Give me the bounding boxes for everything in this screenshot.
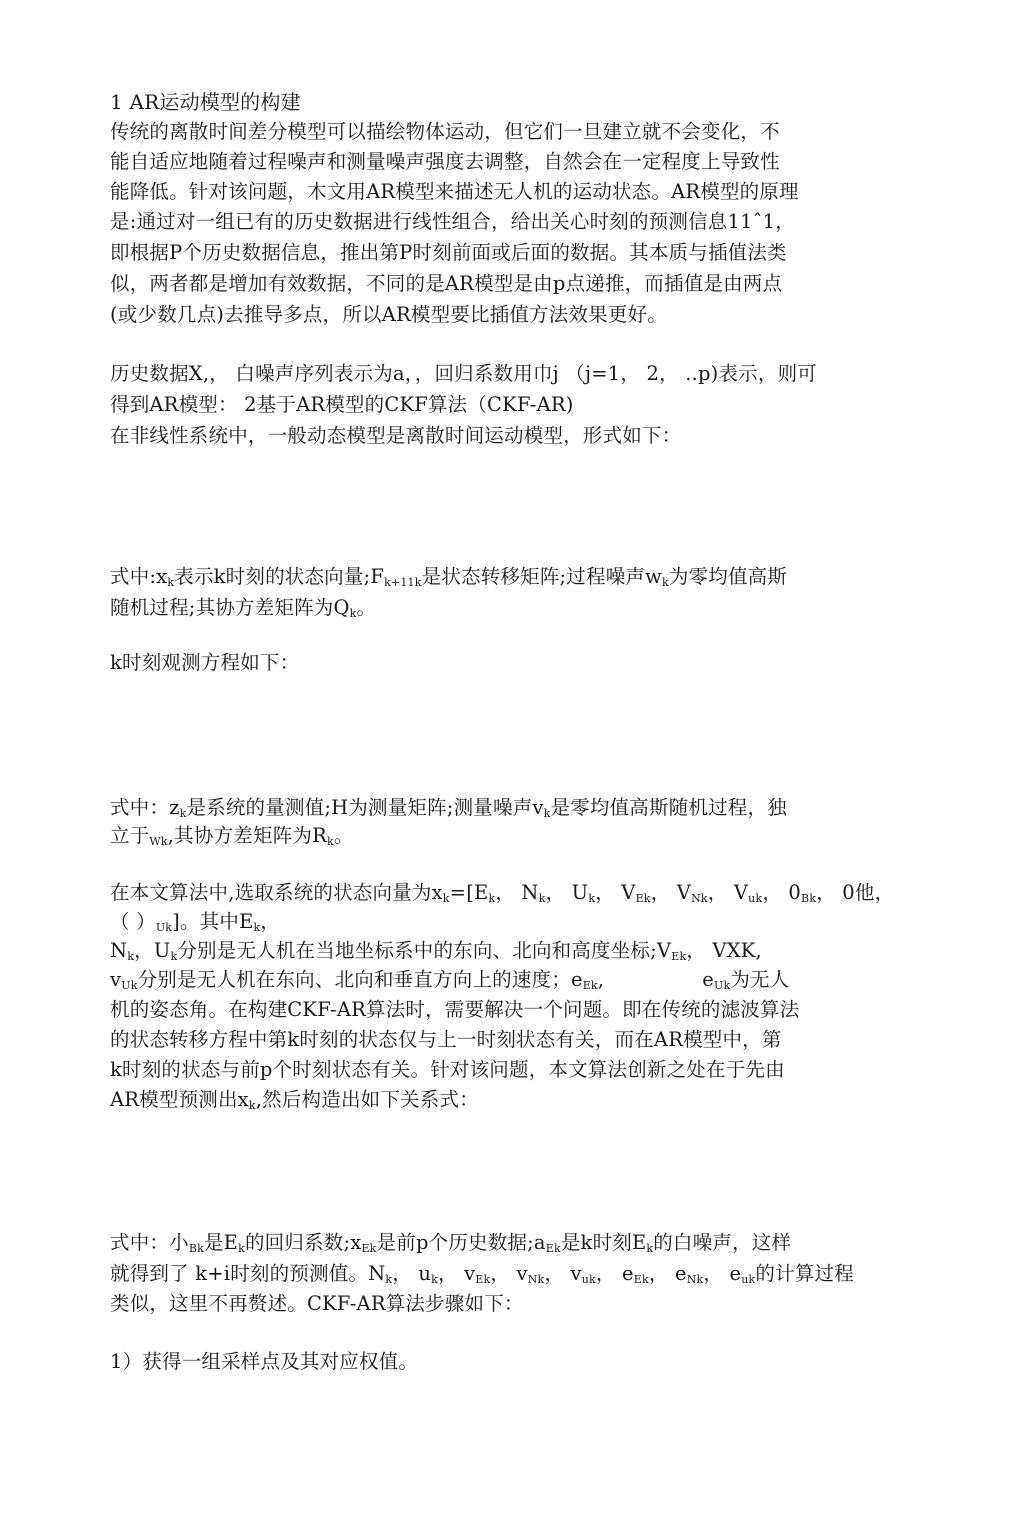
- obs-eq-desc-line2: 立于$_{Wk}$,其协方差矩阵为$R_k$。: [110, 824, 354, 848]
- paragraph-line: 在非线性系统中，一般动态模型是离散时间运动模型，形式如下：: [110, 424, 682, 447]
- paragraph-line: 是:通过对一组已有的历史数据进行线性组合，给出关心时刻的预测信息11ˆ1，: [110, 210, 795, 233]
- paragraph-line: 的状态转移方程中第k时刻的状态仅与上一时刻状态有关，而在AR模型中，第: [110, 1028, 782, 1051]
- paragraph-line: 能降低。针对该问题，木文用AR模型来描述无人机的运动状态。AR模型的原理: [110, 180, 799, 203]
- paragraph-line: 历史数据X,， 白噪声序列表示为a，，回归系数用巾j （j=1， 2， ..p)表示，则可: [110, 362, 817, 385]
- paragraph-line: 能自适应地随着过程噪声和测量噪声强度去调整，自然会在一定程度上导致性: [110, 150, 780, 173]
- obs-eq-desc-line1: 式中：$z_k$是系统的量测值;H为测量矩阵;测量噪声$v_k$是零均值高斯随机过程，独: [110, 796, 787, 820]
- paragraph-line: 类似，这里不再赘述。CKF-AR算法步骤如下：: [110, 1292, 524, 1315]
- paragraph-line: 机的姿态角。在构建CKF-AR算法时，需要解决一个问题。即在传统的滤波算法: [110, 998, 800, 1021]
- paragraph-line: k时刻观测方程如下：: [110, 651, 300, 674]
- section-heading: 1 AR运动模型的构建: [110, 90, 301, 114]
- relation-desc-line1: 式中：小$_{Bk}$是$E_k$的回归系数$;x_{Ek}$是前p个历史数据$;a_{Ek}$是k时刻$E_k$的白噪声，这样: [110, 1231, 792, 1255]
- paragraph-line: k时刻的状态与前p个时刻状态有关。针对该问题，本文算法创新之处在于先由: [110, 1058, 785, 1081]
- paragraph-line: (或少数几点)去推导多点，所以AR模型要比插值方法效果更好。: [110, 303, 667, 326]
- step-item: 1）获得一组采样点及其对应权值。: [110, 1350, 419, 1373]
- paragraph-line: 传统的离散时间差分模型可以描绘物体运动，但它们一旦建立就不会变化，不: [110, 120, 780, 143]
- state-vector-line4: $v_{Uk}$分别是无人机在东向、北向和垂直方向上的速度；$e_{Ek}$, $e_{Uk}$为无人: [110, 968, 790, 992]
- state-eq-desc-line2: 随机过程;其协方差矩阵为$Q_k$。: [110, 596, 377, 620]
- state-vector-line1: 在本文算法中,选取系统的状态向量为$x_k=[E_k$， $N_k$， $U_k$， $V_{Ek}$， $V_{Nk}$， $V_{uk}$， $0_{Bk}$， 0他，: [110, 881, 895, 905]
- paragraph-line: 似，两者都是增加有效数据，不同的是AR模型是由p点递推，而插值是由两点: [110, 272, 783, 295]
- state-vector-line8: AR模型预测出$x_k$,然后构造出如下关系式：: [110, 1088, 479, 1112]
- state-vector-line2: （ ）$_{Uk}$]。其中$E_k$，: [110, 910, 281, 934]
- state-vector-line3: $N_k$，$U_k$分别是无人机在当地坐标系中的东向、北向和高度坐标$;V_{Ek}$， VXK,: [110, 939, 762, 963]
- paragraph-line: 得到AR模型： 2基于AR模型的CKF算法（CKF-AR): [110, 393, 574, 416]
- relation-desc-line2: 就得到了 k+i时刻的预测值。$N_k$， $u_k$， $v_{Ek}$， $v_{Nk}$， $v_{uk}$， $e_{Ek}$， $e_{Nk}$， $e_{uk}$的计算过程: [110, 1262, 854, 1286]
- state-eq-desc-line1: 式中$:x_k$表示k时刻的状态向量$;F_{k+11k}$是状态转移矩阵;过程噪声$w_k$为零均值高斯: [110, 565, 788, 589]
- paragraph-line: 即根据P个历史数据信息，推出第P时刻前面或后面的数据。其本质与插值法类: [110, 241, 787, 264]
